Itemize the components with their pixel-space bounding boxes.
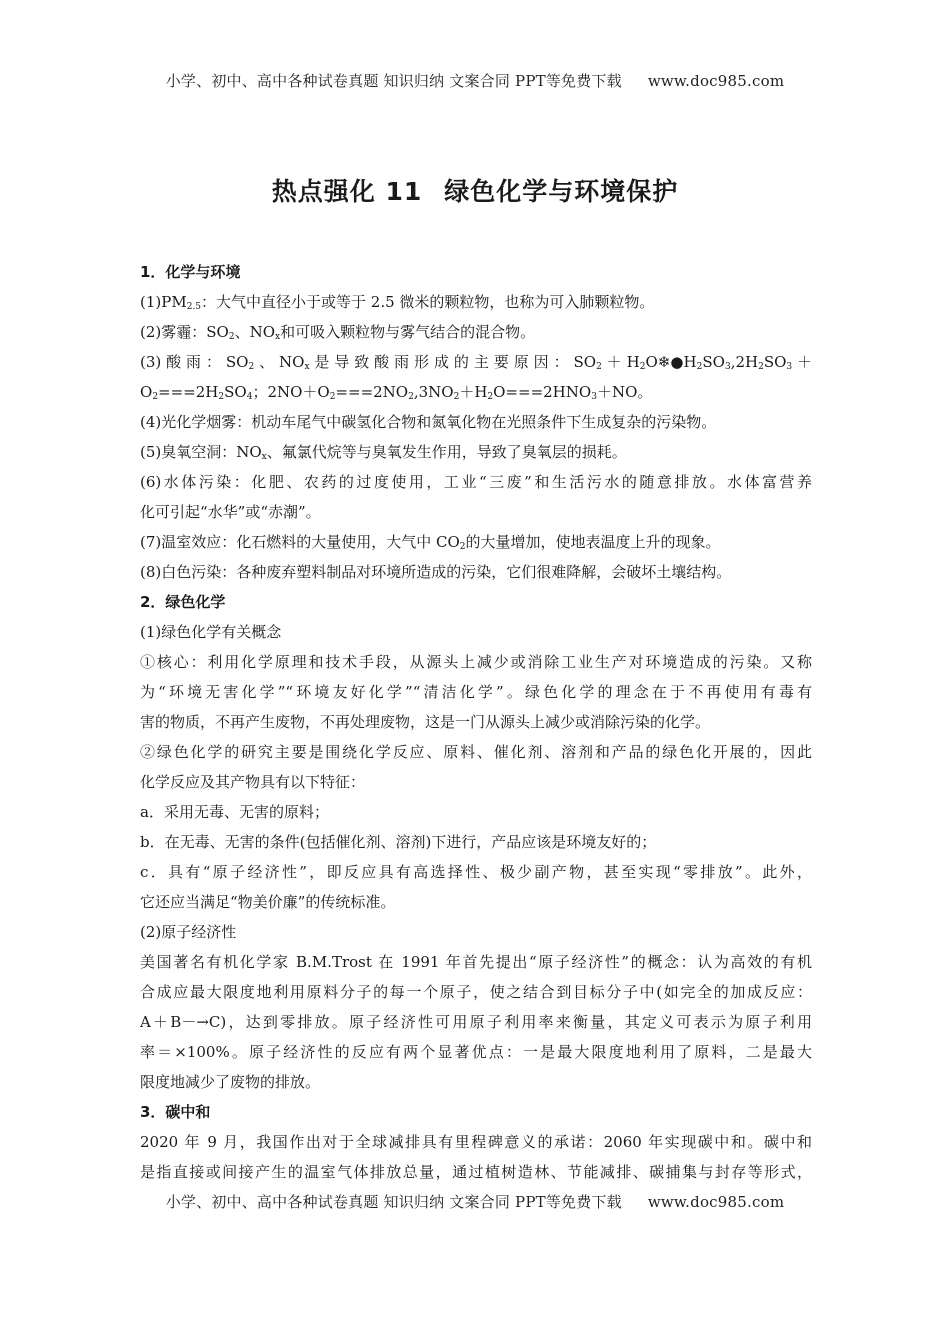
page-title [0, 172, 950, 208]
para-core-2: 为“环境无害化学”“环境友好化学”“清洁化学”。绿色化学的理念在于不再使用有毒有 [140, 683, 812, 701]
para-core-1: ①核心：利用化学原理和技术手段，从源头上减少或消除工业生产对环境造成的污染。又称 [140, 653, 812, 671]
para-carbon-2: 是指直接或间接产生的温室气体排放总量，通过植树造林、节能减排、碳捕集与封存等形式， [140, 1163, 812, 1181]
para-atom-4: 率＝×100%。原子经济性的反应有两个显著优点：一是最大限度地利用了原料，二是最大 [140, 1043, 812, 1061]
header-text: 小学、初中、高中各种试卷真题 知识归纳 文案合同 PPT等免费下载 [165, 72, 622, 90]
title-part2: 绿色化学与环境保护 [444, 177, 679, 206]
section-heading-2: 2．绿色化学 [140, 593, 226, 611]
list-item-a: a．采用无毒、无害的原料； [140, 803, 329, 821]
para-haze: (2)雾霾：$SO_2$、$NO_x$和可吸入颗粒物与雾气结合的混合物。 [140, 323, 536, 342]
section-heading-3: 3．碳中和 [140, 1103, 211, 1121]
para-acid-rain-2: $O_2===2H_2SO_4$；$2NO+O_2===2NO_2,3NO_2+H_2O===2HNO_3+NO$。 [140, 383, 653, 402]
para-atom-5: 限度地减少了废物的排放。 [140, 1073, 321, 1091]
para-atom-1: 美国著名有机化学家 B.M.Trost 在 1991 年首先提出“原子经济性”的概念：认为高效的有机 [140, 953, 812, 971]
para-ozone: (5)臭氧空洞：$NO_x$、氟氯代烷等与臭氧发生作用，导致了臭氧层的损耗。 [140, 443, 627, 462]
para-pm25: $(1)PM_{2.5}$：大气中直径小于或等于 2.5 微米的颗粒物，也称为可入肺颗粒物。 [140, 293, 655, 312]
para-research-2: 化学反应及其产物具有以下特征： [140, 773, 366, 791]
subheading-atom-economy: (2)原子经济性 [140, 923, 237, 941]
para-smog: (4)光化学烟雾：机动车尾气中碳氢化合物和氮氧化物在光照条件下生成复杂的污染物。 [140, 413, 717, 431]
para-atom-2: 合成应最大限度地利用原料分子的每一个原子，使之结合到目标分子中(如完全的加成反应： [140, 983, 812, 1001]
section-heading-1: 1．化学与环境 [140, 263, 241, 281]
title-part1: 热点强化 11 [271, 177, 423, 206]
list-item-b: b．在无毒、无害的条件(包括催化剂、溶剂)下进行，产品应该是环境友好的； [140, 833, 657, 851]
para-carbon-1: 2020 年 9 月，我国作出对于全球减排具有里程碑意义的承诺：2060 年实现碳中和。碳中和 [140, 1133, 812, 1151]
footer-banner [0, 1191, 950, 1212]
para-core-3: 害的物质，不再产生废物，不再处理废物，这是一门从源头上减少或消除污染的化学。 [140, 713, 711, 731]
footer-site-link[interactable]: www.doc985.com [647, 1193, 785, 1211]
para-water-2: 化可引起“水华”或“赤潮”。 [140, 503, 321, 521]
subheading-concepts: (1)绿色化学有关概念 [140, 623, 282, 641]
para-research-1: ②绿色化学的研究主要是围绕化学反应、原料、催化剂、溶剂和产品的绿色化开展的，因此 [140, 743, 812, 761]
para-acid-rain-1: (3) 酸 雨 ： $SO_2$ 、 $NO_x$ 是 导 致 酸 雨 形 成 的 主 要 原 因 ： $SO_2$ ＋ $H_2O❄●H_2SO_3,2H_2SO_3$ ＋ [140, 353, 812, 372]
para-water-1: (6)水体污染：化肥、农药的过度使用，工业“三废”和生活污水的随意排放。水体富营养 [140, 473, 812, 491]
para-greenhouse: (7)温室效应：化石燃料的大量使用，大气中 $CO_2$的大量增加，使地表温度上升的现象。 [140, 533, 721, 552]
list-item-c-2: 它还应当满足“物美价廉”的传统标准。 [140, 893, 396, 911]
para-white-pollution: (8)白色污染：各种废弃塑料制品对环境所造成的污染，它们很难降解，会破坏土壤结构。 [140, 563, 732, 581]
footer-text: 小学、初中、高中各种试卷真题 知识归纳 文案合同 PPT等免费下载 [165, 1193, 622, 1211]
list-item-c-1: c．具有“原子经济性”，即反应具有高选择性、极少副产物，甚至实现“零排放”。此外， [140, 863, 812, 881]
header-site-link[interactable]: www.doc985.com [647, 72, 785, 90]
header-banner [0, 70, 950, 91]
document-body [140, 257, 812, 1187]
para-atom-3: A＋B－→C)，达到零排放。原子经济性可用原子利用率来衡量，其定义可表示为原子利用 [140, 1013, 812, 1031]
